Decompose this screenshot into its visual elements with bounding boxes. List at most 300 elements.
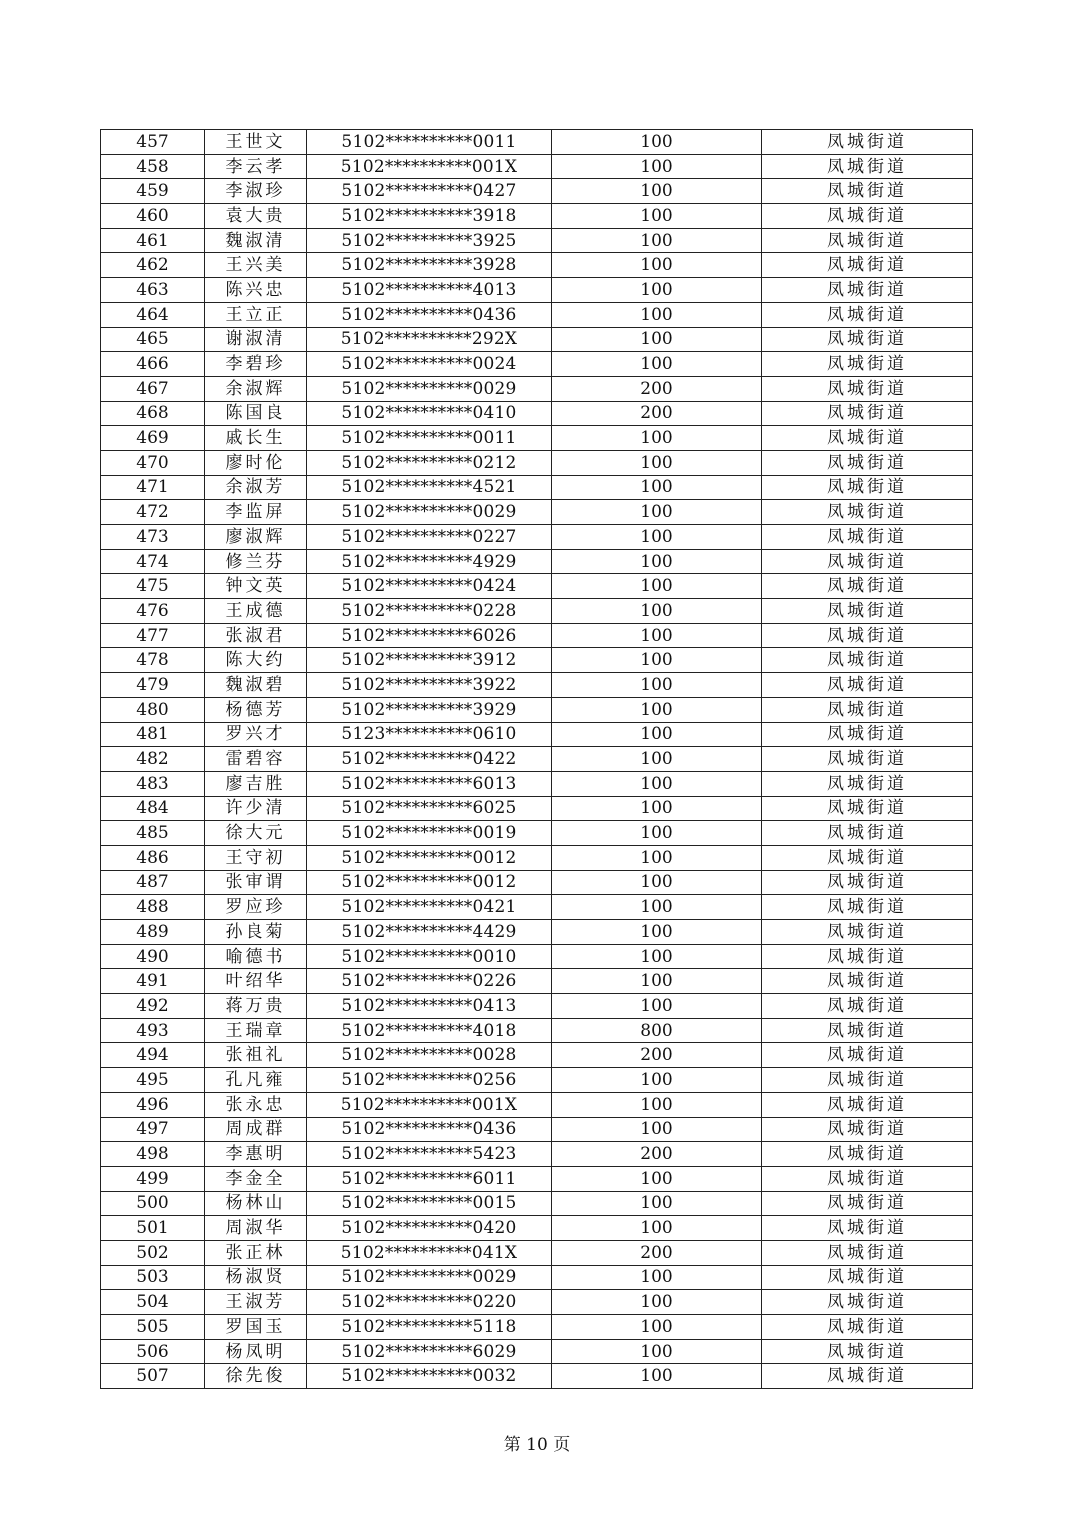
table-row xyxy=(101,574,973,599)
person-name-cell: 周成群 xyxy=(205,1117,307,1142)
id-number-cell: 5102**********6013 xyxy=(307,771,552,796)
amount-cell: 100 xyxy=(552,821,762,846)
id-number-cell: 5102**********0227 xyxy=(307,525,552,550)
amount-cell: 100 xyxy=(552,1315,762,1340)
table-row xyxy=(101,747,973,772)
amount-cell: 100 xyxy=(552,278,762,303)
id-number-cell: 5102**********3925 xyxy=(307,228,552,253)
amount-cell: 100 xyxy=(552,1166,762,1191)
person-name-cell: 张正林 xyxy=(205,1240,307,1265)
table-row xyxy=(101,697,973,722)
id-number-cell: 5102**********0019 xyxy=(307,821,552,846)
street-cell: 凤城街道 xyxy=(762,1339,973,1364)
person-name-cell: 陈兴忠 xyxy=(205,278,307,303)
person-name-cell: 杨凤明 xyxy=(205,1339,307,1364)
amount-cell: 100 xyxy=(552,697,762,722)
street-cell: 凤城街道 xyxy=(762,228,973,253)
row-number-cell: 459 xyxy=(101,179,205,204)
id-number-cell: 5102**********0029 xyxy=(307,1265,552,1290)
id-number-cell: 5102**********6026 xyxy=(307,623,552,648)
person-name-cell: 袁大贵 xyxy=(205,204,307,229)
id-number-cell: 5102**********0228 xyxy=(307,599,552,624)
amount-cell: 100 xyxy=(552,1216,762,1241)
street-cell: 凤城街道 xyxy=(762,401,973,426)
street-cell: 凤城街道 xyxy=(762,1068,973,1093)
row-number-cell: 475 xyxy=(101,574,205,599)
person-name-cell: 余淑芳 xyxy=(205,475,307,500)
row-number-cell: 503 xyxy=(101,1265,205,1290)
table-row xyxy=(101,1117,973,1142)
row-number-cell: 501 xyxy=(101,1216,205,1241)
person-name-cell: 张祖礼 xyxy=(205,1043,307,1068)
person-name-cell: 雷碧容 xyxy=(205,747,307,772)
table-row xyxy=(101,302,973,327)
id-number-cell: 5102**********0256 xyxy=(307,1068,552,1093)
amount-cell: 100 xyxy=(552,673,762,698)
person-name-cell: 钟文英 xyxy=(205,574,307,599)
street-cell: 凤城街道 xyxy=(762,450,973,475)
row-number-cell: 491 xyxy=(101,969,205,994)
amount-cell: 200 xyxy=(552,376,762,401)
street-cell: 凤城街道 xyxy=(762,500,973,525)
id-number-cell: 5102**********6025 xyxy=(307,796,552,821)
row-number-cell: 482 xyxy=(101,747,205,772)
id-number-cell: 5102**********4521 xyxy=(307,475,552,500)
page-number: 第 10 页 xyxy=(503,1435,571,1455)
amount-cell: 100 xyxy=(552,1290,762,1315)
person-name-cell: 罗应珍 xyxy=(205,895,307,920)
amount-cell: 100 xyxy=(552,994,762,1019)
row-number-cell: 488 xyxy=(101,895,205,920)
street-cell: 凤城街道 xyxy=(762,969,973,994)
row-number-cell: 504 xyxy=(101,1290,205,1315)
street-cell: 凤城街道 xyxy=(762,525,973,550)
person-name-cell: 修兰芬 xyxy=(205,549,307,574)
street-cell: 凤城街道 xyxy=(762,747,973,772)
row-number-cell: 473 xyxy=(101,525,205,550)
amount-cell: 100 xyxy=(552,352,762,377)
id-number-cell: 5102**********0024 xyxy=(307,352,552,377)
person-name-cell: 魏淑碧 xyxy=(205,673,307,698)
table-row xyxy=(101,994,973,1019)
person-name-cell: 徐先俊 xyxy=(205,1364,307,1389)
amount-cell: 100 xyxy=(552,549,762,574)
table-row xyxy=(101,1191,973,1216)
row-number-cell: 460 xyxy=(101,204,205,229)
row-number-cell: 474 xyxy=(101,549,205,574)
row-number-cell: 506 xyxy=(101,1339,205,1364)
row-number-cell: 467 xyxy=(101,376,205,401)
table-row xyxy=(101,376,973,401)
table-row xyxy=(101,352,973,377)
person-name-cell: 李监屏 xyxy=(205,500,307,525)
table-row xyxy=(101,1043,973,1068)
row-number-cell: 461 xyxy=(101,228,205,253)
amount-cell: 100 xyxy=(552,426,762,451)
amount-cell: 100 xyxy=(552,574,762,599)
table-row xyxy=(101,1166,973,1191)
amount-cell: 100 xyxy=(552,1191,762,1216)
row-number-cell: 479 xyxy=(101,673,205,698)
table-row xyxy=(101,821,973,846)
row-number-cell: 505 xyxy=(101,1315,205,1340)
street-cell: 凤城街道 xyxy=(762,994,973,1019)
person-name-cell: 徐大元 xyxy=(205,821,307,846)
row-number-cell: 470 xyxy=(101,450,205,475)
amount-cell: 100 xyxy=(552,1364,762,1389)
person-name-cell: 蒋万贵 xyxy=(205,994,307,1019)
amount-cell: 200 xyxy=(552,401,762,426)
person-name-cell: 李惠明 xyxy=(205,1142,307,1167)
street-cell: 凤城街道 xyxy=(762,1191,973,1216)
table-row xyxy=(101,179,973,204)
amount-cell: 100 xyxy=(552,228,762,253)
street-cell: 凤城街道 xyxy=(762,895,973,920)
table-row xyxy=(101,130,973,155)
person-name-cell: 廖淑辉 xyxy=(205,525,307,550)
person-name-cell: 叶绍华 xyxy=(205,969,307,994)
row-number-cell: 480 xyxy=(101,697,205,722)
street-cell: 凤城街道 xyxy=(762,179,973,204)
id-number-cell: 5102**********041X xyxy=(307,1240,552,1265)
row-number-cell: 489 xyxy=(101,920,205,945)
street-cell: 凤城街道 xyxy=(762,1092,973,1117)
id-number-cell: 5102**********0011 xyxy=(307,426,552,451)
table-row xyxy=(101,401,973,426)
street-cell: 凤城街道 xyxy=(762,771,973,796)
street-cell: 凤城街道 xyxy=(762,697,973,722)
amount-cell: 100 xyxy=(552,599,762,624)
street-cell: 凤城街道 xyxy=(762,278,973,303)
person-name-cell: 王世文 xyxy=(205,130,307,155)
table-row xyxy=(101,796,973,821)
id-number-cell: 5102**********4929 xyxy=(307,549,552,574)
id-number-cell: 5123**********0610 xyxy=(307,722,552,747)
amount-cell: 100 xyxy=(552,154,762,179)
id-number-cell: 5102**********0436 xyxy=(307,302,552,327)
table-row xyxy=(101,450,973,475)
row-number-cell: 507 xyxy=(101,1364,205,1389)
street-cell: 凤城街道 xyxy=(762,920,973,945)
street-cell: 凤城街道 xyxy=(762,426,973,451)
id-number-cell: 5102**********0029 xyxy=(307,376,552,401)
row-number-cell: 496 xyxy=(101,1092,205,1117)
amount-cell: 100 xyxy=(552,475,762,500)
table-row xyxy=(101,722,973,747)
table-row xyxy=(101,228,973,253)
person-name-cell: 王瑞章 xyxy=(205,1018,307,1043)
row-number-cell: 495 xyxy=(101,1068,205,1093)
id-number-cell: 5102**********0028 xyxy=(307,1043,552,1068)
table-row xyxy=(101,154,973,179)
row-number-cell: 485 xyxy=(101,821,205,846)
row-number-cell: 466 xyxy=(101,352,205,377)
recipient-table xyxy=(100,129,973,1389)
row-number-cell: 472 xyxy=(101,500,205,525)
id-number-cell: 5102**********5118 xyxy=(307,1315,552,1340)
row-number-cell: 493 xyxy=(101,1018,205,1043)
id-number-cell: 5102**********4013 xyxy=(307,278,552,303)
id-number-cell: 5102**********0413 xyxy=(307,994,552,1019)
table-row xyxy=(101,1018,973,1043)
amount-cell: 100 xyxy=(552,747,762,772)
row-number-cell: 463 xyxy=(101,278,205,303)
street-cell: 凤城街道 xyxy=(762,1290,973,1315)
person-name-cell: 廖吉胜 xyxy=(205,771,307,796)
row-number-cell: 457 xyxy=(101,130,205,155)
amount-cell: 200 xyxy=(552,1240,762,1265)
table-row xyxy=(101,500,973,525)
id-number-cell: 5102**********292X xyxy=(307,327,552,352)
id-number-cell: 5102**********4018 xyxy=(307,1018,552,1043)
table-row xyxy=(101,944,973,969)
id-number-cell: 5102**********0220 xyxy=(307,1290,552,1315)
row-number-cell: 465 xyxy=(101,327,205,352)
person-name-cell: 杨淑贤 xyxy=(205,1265,307,1290)
street-cell: 凤城街道 xyxy=(762,648,973,673)
amount-cell: 200 xyxy=(552,1043,762,1068)
person-name-cell: 李淑珍 xyxy=(205,179,307,204)
amount-cell: 100 xyxy=(552,1092,762,1117)
id-number-cell: 5102**********3929 xyxy=(307,697,552,722)
amount-cell: 100 xyxy=(552,525,762,550)
person-name-cell: 王淑芳 xyxy=(205,1290,307,1315)
street-cell: 凤城街道 xyxy=(762,673,973,698)
row-number-cell: 486 xyxy=(101,845,205,870)
person-name-cell: 谢淑清 xyxy=(205,327,307,352)
table-row xyxy=(101,549,973,574)
amount-cell: 800 xyxy=(552,1018,762,1043)
id-number-cell: 5102**********0420 xyxy=(307,1216,552,1241)
id-number-cell: 5102**********0029 xyxy=(307,500,552,525)
table-row xyxy=(101,1290,973,1315)
amount-cell: 100 xyxy=(552,327,762,352)
row-number-cell: 497 xyxy=(101,1117,205,1142)
amount-cell: 200 xyxy=(552,1142,762,1167)
amount-cell: 100 xyxy=(552,845,762,870)
table-row xyxy=(101,475,973,500)
person-name-cell: 孙良菊 xyxy=(205,920,307,945)
street-cell: 凤城街道 xyxy=(762,796,973,821)
id-number-cell: 5102**********4429 xyxy=(307,920,552,945)
amount-cell: 100 xyxy=(552,1265,762,1290)
street-cell: 凤城街道 xyxy=(762,1240,973,1265)
person-name-cell: 余淑辉 xyxy=(205,376,307,401)
id-number-cell: 5102**********0421 xyxy=(307,895,552,920)
person-name-cell: 李云孝 xyxy=(205,154,307,179)
amount-cell: 100 xyxy=(552,969,762,994)
person-name-cell: 陈国良 xyxy=(205,401,307,426)
row-number-cell: 478 xyxy=(101,648,205,673)
id-number-cell: 5102**********3912 xyxy=(307,648,552,673)
id-number-cell: 5102**********0012 xyxy=(307,870,552,895)
row-number-cell: 458 xyxy=(101,154,205,179)
amount-cell: 100 xyxy=(552,895,762,920)
person-name-cell: 王守初 xyxy=(205,845,307,870)
id-number-cell: 5102**********0212 xyxy=(307,450,552,475)
table-row xyxy=(101,204,973,229)
row-number-cell: 500 xyxy=(101,1191,205,1216)
table-row xyxy=(101,895,973,920)
amount-cell: 100 xyxy=(552,796,762,821)
id-number-cell: 5102**********5423 xyxy=(307,1142,552,1167)
street-cell: 凤城街道 xyxy=(762,1117,973,1142)
street-cell: 凤城街道 xyxy=(762,1142,973,1167)
amount-cell: 100 xyxy=(552,500,762,525)
row-number-cell: 484 xyxy=(101,796,205,821)
street-cell: 凤城街道 xyxy=(762,870,973,895)
id-number-cell: 5102**********3928 xyxy=(307,253,552,278)
person-name-cell: 李碧珍 xyxy=(205,352,307,377)
street-cell: 凤城街道 xyxy=(762,623,973,648)
person-name-cell: 杨德芳 xyxy=(205,697,307,722)
street-cell: 凤城街道 xyxy=(762,327,973,352)
id-number-cell: 5102**********0422 xyxy=(307,747,552,772)
row-number-cell: 494 xyxy=(101,1043,205,1068)
person-name-cell: 许少清 xyxy=(205,796,307,821)
person-name-cell: 王成德 xyxy=(205,599,307,624)
row-number-cell: 483 xyxy=(101,771,205,796)
street-cell: 凤城街道 xyxy=(762,302,973,327)
person-name-cell: 孔凡雍 xyxy=(205,1068,307,1093)
street-cell: 凤城街道 xyxy=(762,154,973,179)
street-cell: 凤城街道 xyxy=(762,821,973,846)
amount-cell: 100 xyxy=(552,204,762,229)
table-row xyxy=(101,1142,973,1167)
id-number-cell: 5102**********001X xyxy=(307,1092,552,1117)
table-row xyxy=(101,599,973,624)
id-number-cell: 5102**********0011 xyxy=(307,130,552,155)
table-row xyxy=(101,278,973,303)
table-row xyxy=(101,1315,973,1340)
id-number-cell: 5102**********0226 xyxy=(307,969,552,994)
amount-cell: 100 xyxy=(552,253,762,278)
street-cell: 凤城街道 xyxy=(762,1315,973,1340)
id-number-cell: 5102**********001X xyxy=(307,154,552,179)
row-number-cell: 487 xyxy=(101,870,205,895)
row-number-cell: 498 xyxy=(101,1142,205,1167)
amount-cell: 100 xyxy=(552,920,762,945)
person-name-cell: 喻德书 xyxy=(205,944,307,969)
id-number-cell: 5102**********0015 xyxy=(307,1191,552,1216)
table-row xyxy=(101,1265,973,1290)
row-number-cell: 464 xyxy=(101,302,205,327)
table-row xyxy=(101,771,973,796)
amount-cell: 100 xyxy=(552,722,762,747)
amount-cell: 100 xyxy=(552,179,762,204)
street-cell: 凤城街道 xyxy=(762,1265,973,1290)
table-row xyxy=(101,1092,973,1117)
street-cell: 凤城街道 xyxy=(762,1018,973,1043)
id-number-cell: 5102**********0424 xyxy=(307,574,552,599)
row-number-cell: 499 xyxy=(101,1166,205,1191)
street-cell: 凤城街道 xyxy=(762,1216,973,1241)
person-name-cell: 周淑华 xyxy=(205,1216,307,1241)
street-cell: 凤城街道 xyxy=(762,253,973,278)
person-name-cell: 陈大约 xyxy=(205,648,307,673)
amount-cell: 100 xyxy=(552,1339,762,1364)
table-row xyxy=(101,870,973,895)
street-cell: 凤城街道 xyxy=(762,944,973,969)
id-number-cell: 5102**********6029 xyxy=(307,1339,552,1364)
row-number-cell: 468 xyxy=(101,401,205,426)
street-cell: 凤城街道 xyxy=(762,1166,973,1191)
person-name-cell: 戚长生 xyxy=(205,426,307,451)
table-row xyxy=(101,1364,973,1389)
id-number-cell: 5102**********0012 xyxy=(307,845,552,870)
street-cell: 凤城街道 xyxy=(762,722,973,747)
row-number-cell: 476 xyxy=(101,599,205,624)
id-number-cell: 5102**********0436 xyxy=(307,1117,552,1142)
person-name-cell: 张淑君 xyxy=(205,623,307,648)
street-cell: 凤城街道 xyxy=(762,352,973,377)
street-cell: 凤城街道 xyxy=(762,574,973,599)
row-number-cell: 502 xyxy=(101,1240,205,1265)
table-row xyxy=(101,648,973,673)
amount-cell: 100 xyxy=(552,771,762,796)
amount-cell: 100 xyxy=(552,1117,762,1142)
table-body xyxy=(101,130,973,1389)
row-number-cell: 490 xyxy=(101,944,205,969)
street-cell: 凤城街道 xyxy=(762,1043,973,1068)
id-number-cell: 5102**********3918 xyxy=(307,204,552,229)
street-cell: 凤城街道 xyxy=(762,204,973,229)
person-name-cell: 王立正 xyxy=(205,302,307,327)
table-row xyxy=(101,845,973,870)
person-name-cell: 张审谓 xyxy=(205,870,307,895)
row-number-cell: 469 xyxy=(101,426,205,451)
person-name-cell: 廖时伦 xyxy=(205,450,307,475)
table-row xyxy=(101,1216,973,1241)
row-number-cell: 471 xyxy=(101,475,205,500)
person-name-cell: 杨林山 xyxy=(205,1191,307,1216)
amount-cell: 100 xyxy=(552,648,762,673)
id-number-cell: 5102**********0010 xyxy=(307,944,552,969)
street-cell: 凤城街道 xyxy=(762,130,973,155)
amount-cell: 100 xyxy=(552,1068,762,1093)
table-row xyxy=(101,525,973,550)
amount-cell: 100 xyxy=(552,450,762,475)
row-number-cell: 477 xyxy=(101,623,205,648)
person-name-cell: 魏淑清 xyxy=(205,228,307,253)
amount-cell: 100 xyxy=(552,870,762,895)
person-name-cell: 王兴美 xyxy=(205,253,307,278)
id-number-cell: 5102**********0427 xyxy=(307,179,552,204)
table-row xyxy=(101,426,973,451)
street-cell: 凤城街道 xyxy=(762,376,973,401)
table-row xyxy=(101,1339,973,1364)
row-number-cell: 492 xyxy=(101,994,205,1019)
street-cell: 凤城街道 xyxy=(762,549,973,574)
person-name-cell: 罗兴才 xyxy=(205,722,307,747)
table-row xyxy=(101,969,973,994)
amount-cell: 100 xyxy=(552,944,762,969)
id-number-cell: 5102**********6011 xyxy=(307,1166,552,1191)
table-row xyxy=(101,1068,973,1093)
table-row xyxy=(101,253,973,278)
person-name-cell: 张永忠 xyxy=(205,1092,307,1117)
id-number-cell: 5102**********0032 xyxy=(307,1364,552,1389)
row-number-cell: 481 xyxy=(101,722,205,747)
table-row xyxy=(101,1240,973,1265)
table-row xyxy=(101,623,973,648)
table-row xyxy=(101,673,973,698)
person-name-cell: 李金全 xyxy=(205,1166,307,1191)
person-name-cell: 罗国玉 xyxy=(205,1315,307,1340)
table-row xyxy=(101,920,973,945)
street-cell: 凤城街道 xyxy=(762,1364,973,1389)
id-number-cell: 5102**********0410 xyxy=(307,401,552,426)
